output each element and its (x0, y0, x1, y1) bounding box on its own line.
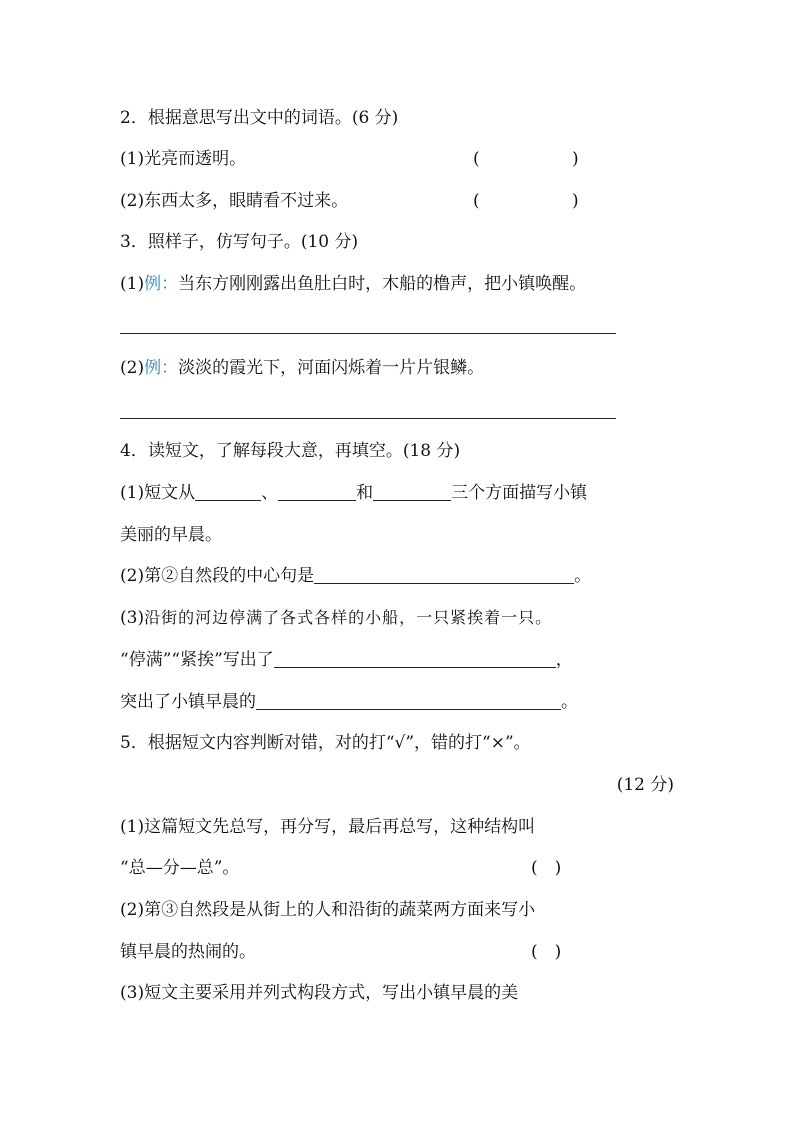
item-number: (1) (120, 274, 145, 294)
item-number: (2) (120, 191, 145, 211)
item-text: 短文从 (144, 483, 196, 503)
q3-item-2 (120, 356, 484, 380)
q4-item-2 (120, 564, 591, 588)
example-label: 例： (144, 274, 179, 294)
q5-item-1 (120, 815, 535, 839)
quoted-sentence: 沿街的河边停满了各式各样的小船，一只紧挨着一只。 (144, 608, 553, 627)
item-text: 第②自然段的中心句是 (144, 566, 315, 586)
item-text: 三个方面描写小镇 (451, 483, 588, 503)
punctuation: 。 (561, 692, 578, 712)
q5-answer-2[interactable]: ( ) (531, 942, 562, 962)
q4-blank-2[interactable] (278, 482, 356, 501)
q3-answer-line-1[interactable] (120, 333, 616, 334)
item-text: 东西太多，眼睛看不过来。 (144, 191, 349, 211)
item-number: (3) (120, 983, 145, 1003)
item-text: 这篇短文先总写，再分写，最后再总写，这种结构叫 (144, 817, 536, 837)
q2-heading: 2．根据意思写出文中的词语。(6 分) (120, 108, 399, 128)
q5-heading: 5．根据短文内容判断对错，对的打“√”，错的打“×”。 (120, 733, 531, 753)
q3-heading: 3．照样子，仿写句子。(10 分) (120, 232, 359, 252)
q5-score: (12 分) (616, 775, 674, 795)
q4-item-3-line-3 (120, 690, 578, 714)
item-number: (2) (120, 900, 145, 920)
q2-answer-2-close-paren: ) (572, 191, 579, 211)
q2-item-1 (120, 147, 246, 171)
q3-answer-line-2[interactable] (120, 418, 616, 419)
separator: 、 (261, 483, 279, 503)
item-number: (1) (120, 817, 145, 837)
example-label: 例： (144, 358, 179, 378)
q5-item-1-continued: “总—分—总”。 (120, 858, 240, 878)
item-number: (2) (120, 566, 145, 586)
item-text: 第③自然段是从街上的人和沿街的蔬菜两方面来写小 (144, 900, 536, 920)
q2-answer-2-field[interactable] (490, 189, 570, 213)
q2-answer-1-open-paren: ( (473, 149, 480, 169)
punctuation: 。 (574, 566, 592, 586)
q4-blank-4[interactable] (314, 565, 574, 584)
q4-item-1 (120, 481, 587, 505)
q4-item-3-line-2 (120, 648, 573, 672)
item-number: (1) (120, 149, 145, 169)
q4-blank-5[interactable] (274, 649, 556, 668)
q2-answer-1-close-paren: ) (572, 149, 579, 169)
q2-item-2 (120, 189, 348, 213)
q4-blank-1[interactable] (195, 482, 261, 501)
item-number: (1) (120, 483, 145, 503)
q4-blank-3[interactable] (373, 482, 451, 501)
item-text: 光亮而透明。 (144, 149, 247, 169)
q5-answer-1[interactable]: ( ) (531, 858, 562, 878)
q4-heading: 4．读短文，了解每段大意，再填空。(18 分) (120, 441, 461, 461)
item-text: “停满”“紧挨”写出了 (120, 650, 274, 670)
q2-answer-2-open-paren: ( (473, 191, 480, 211)
item-text: 突出了小镇早晨的 (120, 692, 256, 712)
q4-blank-6[interactable] (256, 691, 561, 710)
q5-item-3 (120, 981, 518, 1005)
item-text: 短文主要采用并列式构段方式，写出小镇早晨的美 (144, 983, 519, 1003)
q5-item-2 (120, 898, 535, 922)
q4-item-3 (120, 606, 552, 630)
separator: 和 (356, 483, 374, 503)
q2-answer-1-field[interactable] (490, 147, 570, 171)
q4-item-1-continued: 美丽的早晨。 (120, 525, 222, 545)
example-text: 当东方刚刚露出鱼肚白时，木船的橹声，把小镇唤醒。 (178, 274, 587, 294)
item-number: (2) (120, 358, 145, 378)
example-text: 淡淡的霞光下，河面闪烁着一片片银鳞。 (178, 358, 485, 378)
item-number: (3) (120, 608, 145, 628)
punctuation: ， (555, 650, 573, 670)
q3-item-1 (120, 272, 586, 296)
q5-item-2-continued: 镇早晨的热闹的。 (120, 942, 256, 962)
